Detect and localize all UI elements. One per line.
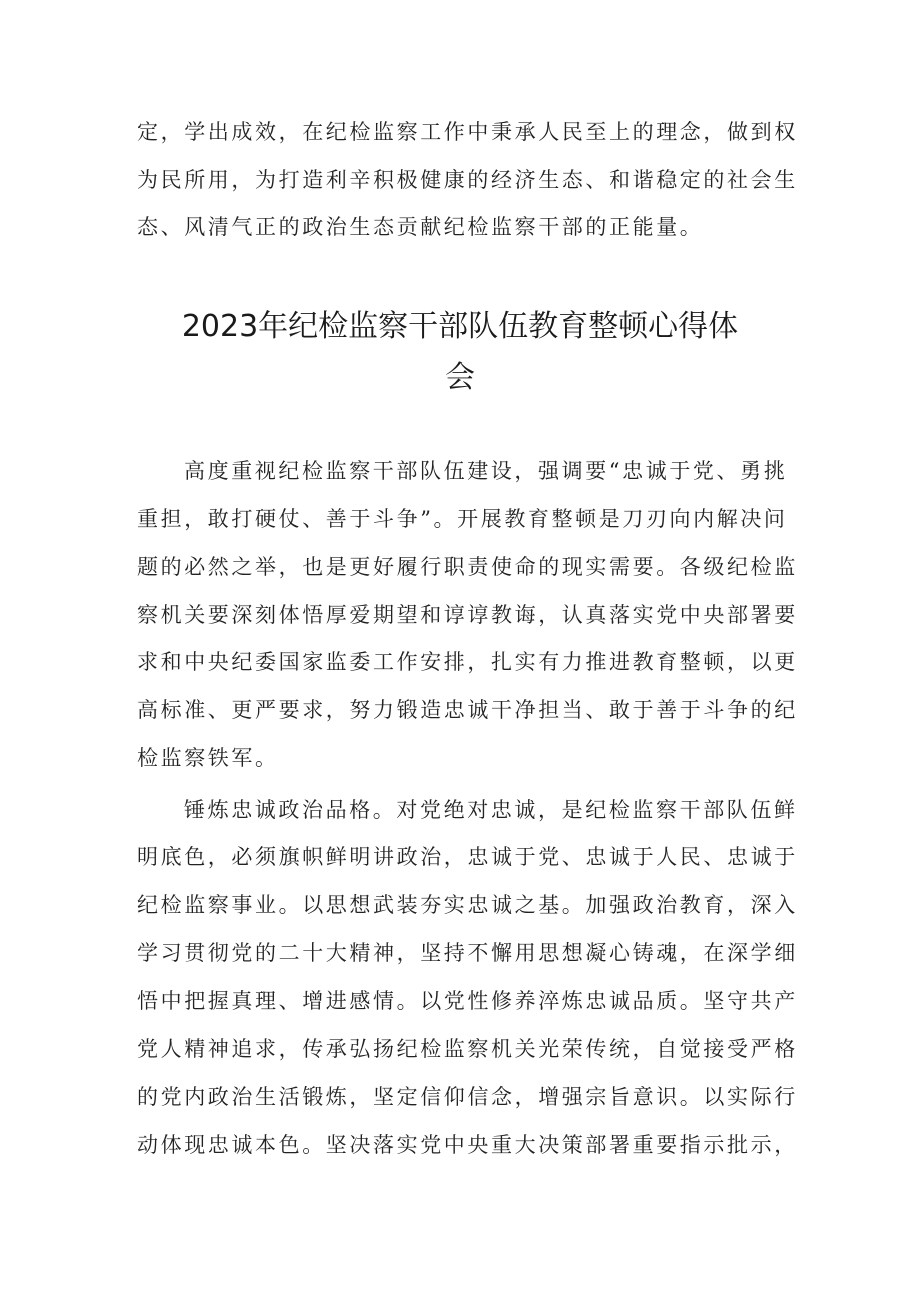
paragraph-line: 纪检监察事业。以思想武装夯实忠诚之基。加强政治教育，深入 <box>137 893 798 917</box>
paragraph-line: 党人精神追求，传承弘扬纪检监察机关光荣传统，自觉接受严格 <box>137 1037 798 1061</box>
paragraph-line: 检监察铁军。 <box>137 746 279 770</box>
paragraph-line: 高标准、更严要求，努力锻造忠诚干净担当、敢于善于斗争的纪 <box>137 698 798 722</box>
paragraph-line: 高度重视纪检监察干部队伍建设，强调要“忠诚于党、勇挑 <box>184 459 788 483</box>
title-line-1: 2023年纪检监察干部队伍教育整顿心得体 <box>181 309 739 344</box>
paragraph-line: 题的必然之举，也是更好履行职责使命的现实需要。各级纪检监 <box>137 555 798 579</box>
paragraph-line: 学习贯彻党的二十大精神，坚持不懈用思想凝心铸魂，在深学细 <box>137 941 798 965</box>
paragraph-line: 的党内政治生活锻炼，坚定信仰信念，增强宗旨意识。以实际行 <box>137 1085 798 1109</box>
intro-line-3: 态、风清气正的政治生态贡献纪检监察干部的正能量。 <box>137 215 704 239</box>
paragraph-line: 重担，敢打硬仗、善于斗争”。开展教育整顿是刀刃向内解决问 <box>137 507 788 531</box>
title-line-2: 会 <box>445 360 475 395</box>
paragraph-line: 求和中央纪委国家监委工作安排，扎实有力推进教育整顿，以更 <box>137 650 798 674</box>
paragraph-line: 动体现忠诚本色。坚决落实党中央重大决策部署重要指示批示， <box>137 1133 798 1157</box>
paragraph-line: 明底色，必须旗帜鲜明讲政治，忠诚于党、忠诚于人民、忠诚于 <box>137 845 798 869</box>
paragraph-line: 悟中把握真理、增进感情。以党性修养淬炼忠诚品质。坚守共产 <box>137 989 798 1013</box>
intro-line-2: 为民所用，为打造利辛积极健康的经济生态、和谐稳定的社会生 <box>137 168 798 192</box>
paragraph-line: 锤炼忠诚政治品格。对党绝对忠诚，是纪检监察干部队伍鲜 <box>184 798 798 822</box>
paragraph-line: 察机关要深刻体悟厚爱期望和谆谆教诲，认真落实党中央部署要 <box>137 603 798 627</box>
intro-line-1: 定，学出成效，在纪检监察工作中秉承人民至上的理念，做到权 <box>137 120 798 144</box>
